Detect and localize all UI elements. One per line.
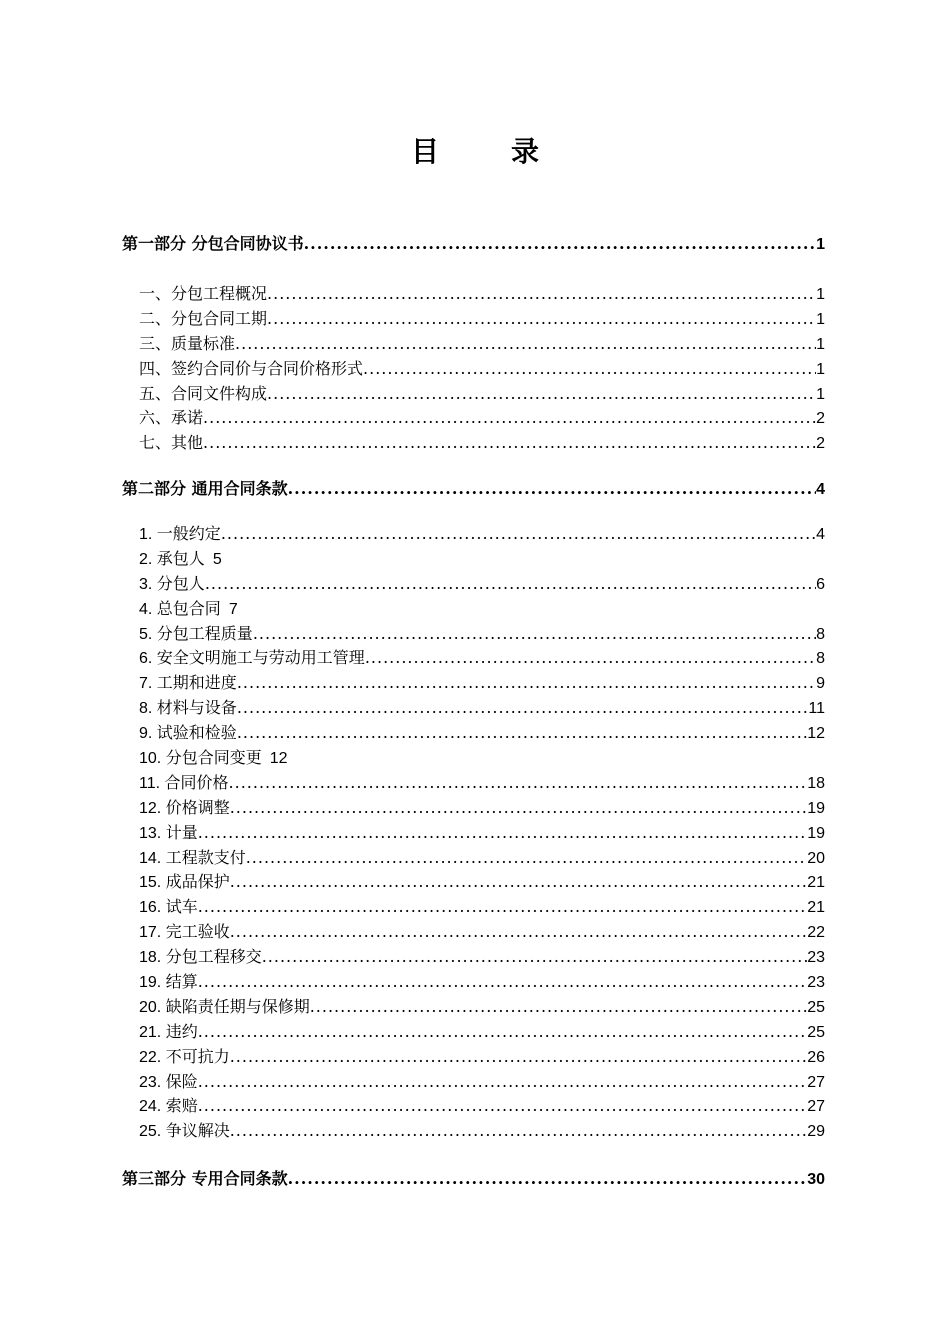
toc-leader-dots	[229, 773, 808, 792]
toc-entry-title: 试验和检验	[156, 723, 237, 743]
toc-entry-title: 工程款支付	[165, 847, 246, 867]
toc-entry-number: 1.	[139, 526, 157, 543]
toc-part-2	[122, 476, 825, 501]
toc-leader-dots	[267, 384, 816, 403]
toc-entry[interactable]	[122, 405, 825, 430]
toc-entry-label	[139, 670, 237, 693]
toc-entry-label	[139, 645, 365, 668]
toc-leader-dots	[365, 648, 816, 667]
toc-entry[interactable]	[122, 1093, 825, 1118]
toc-entry-label	[139, 869, 230, 892]
toc-leader-dots	[237, 673, 816, 692]
toc-entry-title: 七、其他	[139, 433, 204, 453]
toc-leader-dots	[205, 574, 816, 593]
toc-entry[interactable]	[122, 331, 825, 356]
toc-entry[interactable]	[122, 994, 825, 1019]
toc-entry-title: 总包合同	[156, 598, 221, 618]
toc-item-list	[122, 281, 825, 455]
toc-entry-label	[139, 546, 205, 569]
toc-leader-dots	[198, 897, 808, 916]
toc-entry[interactable]	[122, 621, 825, 646]
toc-entry-label	[139, 745, 262, 768]
toc-entry-title: 完工验收	[165, 922, 230, 942]
toc-page-number: 5	[212, 550, 222, 568]
toc-entry-number: 25.	[139, 1123, 166, 1141]
toc-entry-number: 16.	[139, 899, 166, 917]
toc-leader-dots	[230, 872, 808, 891]
toc-leader-dots	[198, 1072, 808, 1091]
toc-leader-dots	[203, 408, 816, 427]
toc-leader-dots	[235, 334, 816, 353]
toc-leader-dots	[198, 972, 808, 991]
toc-entry-label	[139, 1069, 198, 1092]
toc-entry-number: 19.	[139, 974, 166, 992]
toc-entry-number: 4.	[139, 600, 157, 618]
toc-entry-title: 分包人	[156, 573, 205, 593]
toc-leader-dots	[304, 234, 817, 253]
toc-page-number: 8	[816, 650, 825, 668]
toc-entry-label	[139, 356, 363, 379]
toc-leader-dots	[267, 284, 816, 303]
toc-entry-label	[139, 1044, 230, 1067]
toc-leader-dots	[288, 1169, 808, 1188]
toc-entry-label	[139, 795, 230, 818]
toc-entry-number: 14.	[139, 849, 166, 867]
toc-entry[interactable]	[122, 969, 825, 994]
toc-entry-label	[139, 405, 203, 428]
toc-page-number: 6	[816, 575, 825, 593]
toc-leader-dots	[288, 479, 817, 498]
toc-leader-dots	[363, 359, 816, 378]
toc-entry[interactable]	[122, 281, 825, 306]
toc-entry-title: 工期和进度	[156, 673, 237, 693]
toc-entry[interactable]	[122, 381, 825, 406]
toc-entry[interactable]	[122, 894, 825, 919]
toc-entry-label	[139, 969, 198, 992]
toc-entry-number: 3.	[139, 575, 157, 593]
toc-entry-title: 保险	[165, 1071, 198, 1091]
toc-entry[interactable]	[122, 645, 825, 670]
toc-leader-dots	[230, 922, 808, 941]
toc-entry-title: 分包工程质量	[156, 623, 253, 643]
toc-entry-number: 7.	[139, 675, 157, 693]
toc-entry-label	[139, 994, 310, 1017]
toc-leader-dots	[198, 823, 808, 842]
toc-entry-number: 12.	[139, 799, 166, 817]
toc-leader-dots	[230, 1121, 808, 1140]
toc-entry-title: 索赔	[165, 1096, 198, 1116]
toc-entry[interactable]	[122, 869, 825, 894]
toc-entry-label	[139, 621, 253, 644]
toc-entry-number: 6.	[139, 650, 157, 668]
toc-entry[interactable]	[122, 695, 825, 720]
toc-entry-title: 安全文明施工与劳动用工管理	[156, 648, 365, 668]
toc-page-number: 21	[807, 899, 825, 917]
toc-entry-title: 承包人	[156, 548, 205, 568]
toc-page-number: 25	[807, 998, 825, 1016]
toc-page-number: 20	[807, 849, 825, 867]
toc-entry[interactable]	[122, 521, 825, 546]
toc-entry-label	[139, 845, 246, 868]
toc-part-label: 第一部分 分包合同协议书	[122, 234, 304, 253]
toc-page-number: 1	[816, 310, 825, 328]
toc-entry-title: 一、分包工程概况	[139, 284, 268, 303]
toc-page-number: 1	[816, 335, 825, 353]
toc-page-number: 18	[807, 774, 825, 792]
toc-entry-title: 缺陷责任期与保修期	[165, 996, 310, 1016]
toc-entry-title: 不可抗力	[165, 1046, 230, 1066]
toc-entry-number: 23.	[139, 1073, 166, 1091]
toc-entry-number: 13.	[139, 824, 166, 842]
toc-page-number: 8	[816, 625, 825, 643]
toc-page-number: 19	[807, 799, 825, 817]
toc-entry-label	[139, 521, 221, 544]
toc-part-heading[interactable]	[122, 476, 825, 501]
toc-entry[interactable]	[122, 546, 825, 571]
toc-entry-number: 2.	[139, 550, 157, 568]
toc-entry-label	[139, 944, 262, 967]
toc-entry-label	[139, 770, 229, 793]
toc-entry-title: 分包合同变更	[165, 748, 262, 768]
toc-entry-label	[139, 695, 237, 718]
toc-entry-label	[139, 1093, 198, 1116]
toc-leader-dots	[310, 997, 808, 1016]
toc-entry-label	[139, 1118, 230, 1141]
toc-entry-title: 计量	[165, 822, 198, 842]
toc-entry-title: 结算	[165, 972, 198, 992]
toc-entry-number: 24.	[139, 1098, 166, 1116]
toc-entry[interactable]	[122, 845, 825, 870]
toc-entry[interactable]	[122, 430, 825, 455]
toc-part-heading[interactable]	[122, 231, 825, 256]
toc-leader-dots	[262, 947, 808, 966]
toc-entry-label	[139, 381, 267, 404]
toc-entry-label	[139, 571, 205, 594]
toc-page-number: 29	[807, 1123, 825, 1141]
toc-page-number: 7	[228, 600, 238, 618]
toc-page-number: 2	[816, 435, 825, 453]
toc-page-number: 2	[816, 410, 825, 428]
toc-entry-number: 5.	[139, 625, 157, 643]
toc-page-number: 9	[816, 675, 825, 693]
toc-leader-dots	[203, 433, 816, 452]
toc-leader-dots	[230, 1047, 808, 1066]
toc-page-number: 4	[816, 481, 825, 498]
toc-entry-number: 17.	[139, 924, 166, 942]
toc-leader-dots	[230, 798, 808, 817]
toc-entry[interactable]	[122, 745, 825, 770]
toc-entry[interactable]	[122, 1118, 825, 1143]
toc-entry-number: 21.	[139, 1023, 166, 1041]
toc-leader-dots	[221, 524, 816, 543]
toc-entry[interactable]	[122, 944, 825, 969]
toc-entry[interactable]	[122, 670, 825, 695]
toc-page-number: 19	[807, 824, 825, 842]
toc-part-label: 第三部分 专用合同条款	[122, 1169, 288, 1188]
toc-entry-number: 10.	[139, 750, 166, 768]
toc-leader-dots	[246, 848, 808, 867]
toc-entry[interactable]	[122, 720, 825, 745]
toc-entry-number: 20.	[139, 998, 166, 1016]
toc-entry[interactable]	[122, 1044, 825, 1069]
toc-entry-title: 六、承诺	[139, 408, 204, 428]
toc-entry[interactable]	[122, 919, 825, 944]
toc-entry[interactable]	[122, 306, 825, 331]
toc-entry-title: 一般约定	[156, 524, 221, 543]
toc-leader-dots	[253, 624, 816, 643]
toc-entry-title: 三、质量标准	[139, 333, 236, 353]
toc-page-number: 21	[807, 874, 825, 892]
toc-entry-title: 五、合同文件构成	[139, 383, 268, 403]
toc-entry[interactable]	[122, 356, 825, 381]
toc-page-number: 1	[816, 385, 825, 403]
toc-entry-label	[139, 306, 267, 329]
toc-entry[interactable]	[122, 770, 825, 795]
toc-entry-number: 8.	[139, 700, 157, 718]
toc-page-number: 1	[816, 286, 825, 303]
toc-part-label: 第二部分 通用合同条款	[122, 479, 288, 498]
toc-entry-label	[139, 820, 198, 843]
toc-leader-dots	[198, 1096, 808, 1115]
toc-entry-label	[139, 1019, 198, 1042]
toc-entry-number: 22.	[139, 1048, 166, 1066]
toc-leader-dots	[198, 1022, 808, 1041]
toc-entry[interactable]	[122, 571, 825, 596]
toc-entry-label	[139, 281, 267, 304]
toc-entry-title: 试车	[165, 897, 198, 917]
toc-entry-label	[139, 894, 198, 917]
toc-part-heading[interactable]	[122, 1166, 825, 1191]
toc-entry-title: 合同价格	[164, 772, 229, 792]
toc-entry-title: 二、分包合同工期	[139, 308, 268, 328]
toc-entry-label	[139, 720, 237, 743]
toc-entry[interactable]	[122, 1019, 825, 1044]
toc-page-number: 12	[807, 725, 825, 743]
toc-leader-dots	[267, 309, 816, 328]
toc-page-number: 22	[807, 924, 825, 942]
toc-entry[interactable]	[122, 1069, 825, 1094]
toc-entry-number: 11.	[139, 774, 165, 792]
toc-entry-label	[139, 331, 235, 354]
toc-entry[interactable]	[122, 795, 825, 820]
toc-entry-label	[139, 919, 230, 942]
toc-entry-label	[139, 430, 203, 453]
toc-leader-dots	[237, 723, 807, 742]
toc-entry-title: 违约	[165, 1021, 198, 1041]
toc-entry-title: 价格调整	[165, 797, 230, 817]
toc-entry-title: 分包工程移交	[165, 947, 262, 967]
toc-leader-dots	[237, 698, 809, 717]
toc-page-number: 1	[816, 236, 825, 253]
toc-page-number: 25	[807, 1023, 825, 1041]
toc-part-1	[122, 231, 825, 256]
toc-entry-number: 9.	[139, 725, 157, 743]
toc-page-number: 4	[816, 526, 825, 543]
toc-page-number: 11	[808, 700, 825, 718]
toc-part-3	[122, 1166, 825, 1191]
toc-entry[interactable]	[122, 596, 825, 621]
toc-page-number: 23	[807, 974, 825, 992]
toc-page-number: 27	[807, 1098, 825, 1116]
toc-entry-title: 成品保护	[165, 872, 230, 892]
toc-page-number: 26	[807, 1048, 825, 1066]
toc-entry-title: 争议解决	[165, 1121, 230, 1141]
toc-entry-title: 材料与设备	[156, 698, 237, 718]
page-title: 目 录	[410, 135, 561, 168]
toc-page-number: 23	[807, 949, 825, 967]
toc-page-number: 30	[807, 1171, 825, 1188]
toc-page-number: 1	[816, 360, 825, 378]
toc-entry[interactable]	[122, 820, 825, 845]
toc-entry-label	[139, 596, 221, 619]
toc-item-list	[122, 521, 825, 1143]
toc-entry-number: 18.	[139, 949, 166, 967]
toc-page-number: 27	[807, 1073, 825, 1091]
toc-entry-number: 15.	[139, 874, 166, 892]
toc-page-number: 12	[269, 750, 288, 768]
toc-entry-title: 四、签约合同价与合同价格形式	[139, 358, 364, 378]
